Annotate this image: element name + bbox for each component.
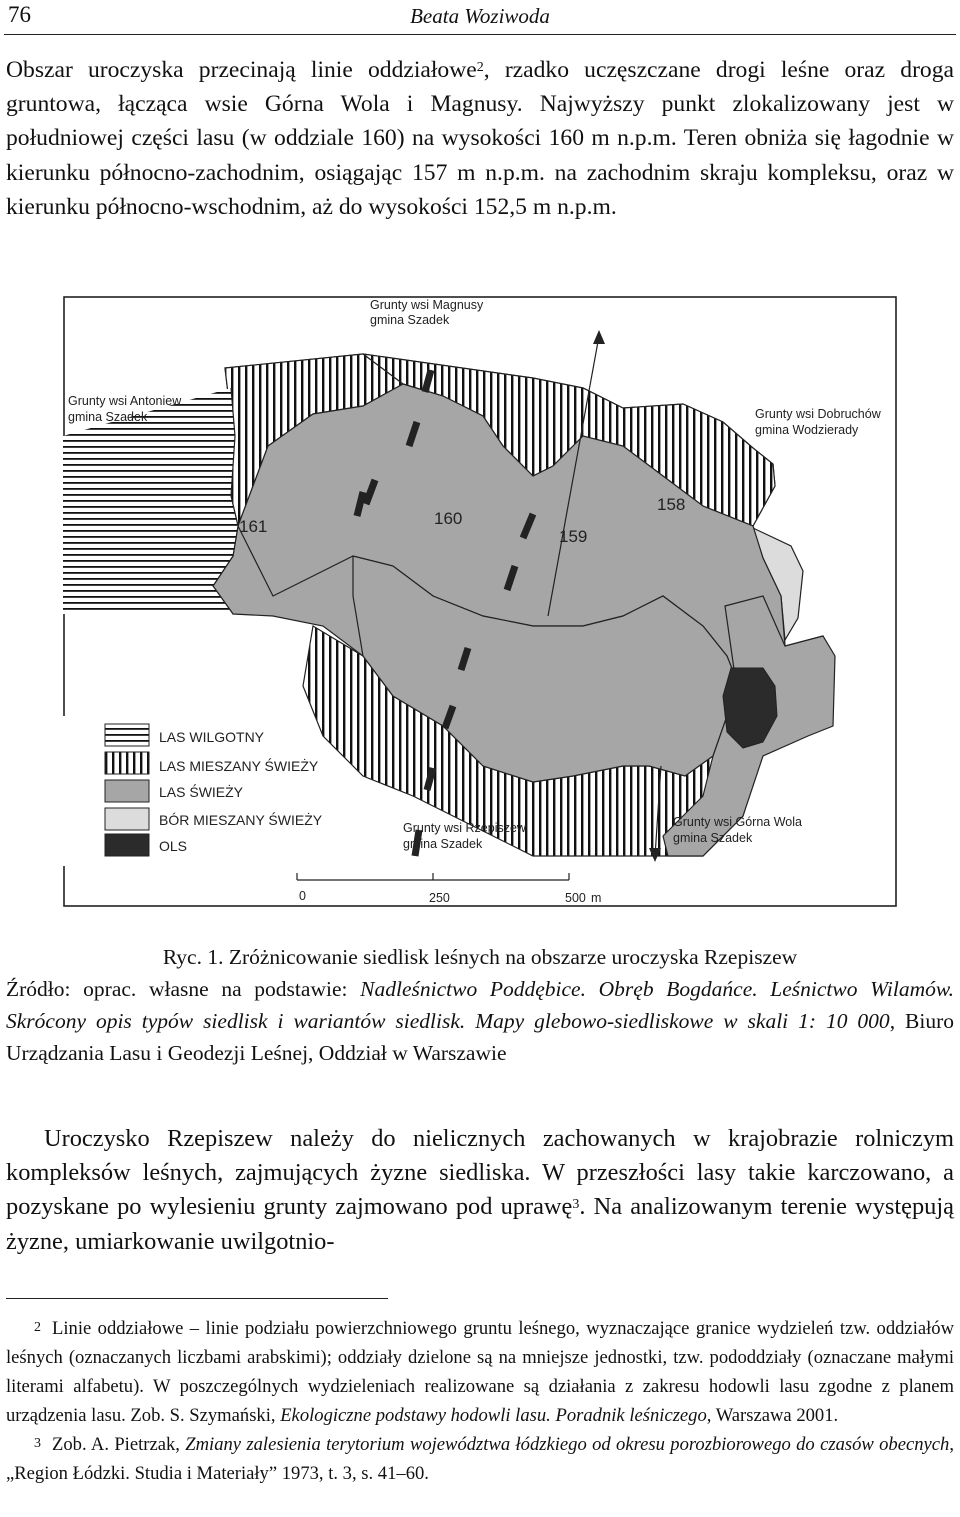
footnote-2-tail: , Warszawa 2001. bbox=[706, 1405, 839, 1426]
parcel-159: 159 bbox=[559, 527, 588, 546]
label-east-2: gmina Wodzierady bbox=[755, 423, 859, 437]
running-head-author: Beata Woziwoda bbox=[410, 4, 550, 28]
legend-swatch-ols bbox=[105, 834, 149, 856]
forest-habitat-map bbox=[63, 296, 897, 908]
legend-swatch-wilgotny bbox=[105, 724, 149, 746]
footnote-2-italic: Ekologiczne podstawy hodowli lasu. Poradnik leśniczego bbox=[280, 1405, 707, 1426]
scale-unit: m bbox=[591, 891, 602, 905]
legend-label-bor: BÓR MIESZANY ŚWIEŻY bbox=[159, 812, 323, 828]
footnote-2-text: Linie oddziałowe – linie podziału powierzchniowego gruntu leśnego, wyznaczające granice wydzieleń tzw. oddziałów leśnych (oznaczanych liczbami arabskimi); oddziały dzielone są na mniejsze jednostki, tzw. pododdziały (oznaczane małymi literami alfabetu). W poszczególnych wydzieleniach realizowane są działania z zakresu hodowli lasu zgodne z planem urządzenia lasu. Zob. S. Szymański, bbox=[6, 1318, 954, 1426]
figure-map bbox=[63, 296, 897, 913]
page-header bbox=[0, 0, 960, 36]
header-rule bbox=[4, 34, 956, 35]
caption-source-prefix: Źródło: oprac. własne na podstawie: bbox=[6, 977, 361, 1001]
legend-label-wilgotny: LAS WILGOTNY bbox=[159, 729, 265, 745]
footnote-2-number: 2 bbox=[34, 1320, 41, 1335]
figure-caption bbox=[6, 941, 954, 1069]
para1-text-a: Obszar uroczyska przecinają linie oddziałowe bbox=[6, 57, 477, 83]
label-west-1: Grunty wsi Antoniew bbox=[68, 394, 182, 408]
footnote-ref-2[interactable]: 2 bbox=[476, 60, 484, 75]
legend-swatch-bor bbox=[105, 808, 149, 830]
caption-title: Ryc. 1. Zróżnicowanie siedlisk leśnych na obszarze uroczyska Rzepiszew bbox=[162, 945, 798, 969]
scale-tick-250: 250 bbox=[429, 891, 450, 905]
label-south-1: Grunty wsi Rzepiszew bbox=[403, 821, 526, 835]
legend-label-swiezy: LAS ŚWIEŻY bbox=[159, 784, 244, 800]
footnote-2 bbox=[6, 1314, 954, 1430]
legend-label-mieszany: LAS MIESZANY ŚWIEŻY bbox=[159, 758, 319, 774]
caption-source-suffix: , Biuro Urządzania Lasu i Geodezji Leśnej, Oddział w Warszawie bbox=[6, 1009, 954, 1065]
footnote-3-text: Zob. A. Pietrzak, bbox=[52, 1434, 186, 1455]
legend-swatch-swiezy bbox=[105, 780, 149, 802]
label-south-2: gmina Szadek bbox=[403, 837, 483, 851]
footnotes bbox=[6, 1314, 954, 1488]
label-north-2: gmina Szadek bbox=[370, 313, 450, 327]
footnote-rule bbox=[6, 1298, 388, 1299]
para2-text-a: Uroczysko Rzepiszew należy do nielicznych zachowanych w krajobrazie rolniczym kompleksów leśnych, zajmujących żyzne siedliska. W przeszłości lasy takie karczowano, a pozyskane po wylesieniu grunty zajmowano pod uprawę bbox=[6, 1125, 954, 1221]
page-number: 76 bbox=[8, 2, 31, 27]
legend-swatch-mieszany bbox=[105, 752, 149, 774]
parcel-158: 158 bbox=[657, 495, 686, 514]
footnote-3-number: 3 bbox=[34, 1436, 41, 1451]
footnote-3-italic: Zmiany zalesienia terytorium województwa łódzkiego od okresu porozbiorowego do czasów obecnych bbox=[185, 1434, 950, 1455]
scale-tick-0: 0 bbox=[299, 889, 306, 903]
label-east-1: Grunty wsi Dobruchów bbox=[755, 407, 881, 421]
caption-source-italic: Nadleśnictwo Poddębice. Obręb Bogdańce. Leśnictwo Wilamów. Skrócony opis typów siedlisk i wariantów siedlisk. Mapy glebowo-siedliskowe w skali 1: 10 000 bbox=[6, 977, 954, 1033]
footnote-3-tail: , „Region Łódzki. Studia i Materiały” 1973, t. 3, s. 41–60. bbox=[6, 1434, 954, 1484]
parcel-161: 161 bbox=[239, 517, 268, 536]
footnote-ref-3[interactable]: 3 bbox=[572, 1197, 580, 1213]
para2-text-b: . Na analizowanym terenie występują żyzne, umiarkowanie uwilgotnio- bbox=[6, 1193, 954, 1255]
body-paragraph-2 bbox=[6, 1122, 954, 1259]
label-west-2: gmina Szadek bbox=[68, 410, 148, 424]
footnote-3 bbox=[6, 1430, 954, 1488]
label-north-1: Grunty wsi Magnusy bbox=[370, 298, 484, 312]
scale-tick-500: 500 bbox=[565, 891, 586, 905]
parcel-160: 160 bbox=[434, 509, 463, 528]
legend-label-ols: OLS bbox=[159, 838, 188, 854]
caption-source bbox=[6, 973, 954, 1069]
label-southeast-2: gmina Szadek bbox=[673, 831, 753, 845]
label-southeast-1: Grunty wsi Górna Wola bbox=[673, 815, 802, 829]
para1-text-b: , rzadko uczęszczane drogi leśne oraz droga gruntowa, łącząca wsie Górna Wola i Magnusy. Najwyższy punkt zlokalizowany jest w południowej części lasu (w oddziale 160) na wysokości 160 m n.p.m. Teren obniża się łagodnie w kierunku północno-zachodnim, osiągając 157 m n.p.m. na zachodnim skraju kompleksu, oraz w kierunku północno-wschodnim, aż do wysokości 152,5 m n.p.m. bbox=[6, 57, 954, 220]
body-paragraph-1 bbox=[6, 53, 954, 224]
